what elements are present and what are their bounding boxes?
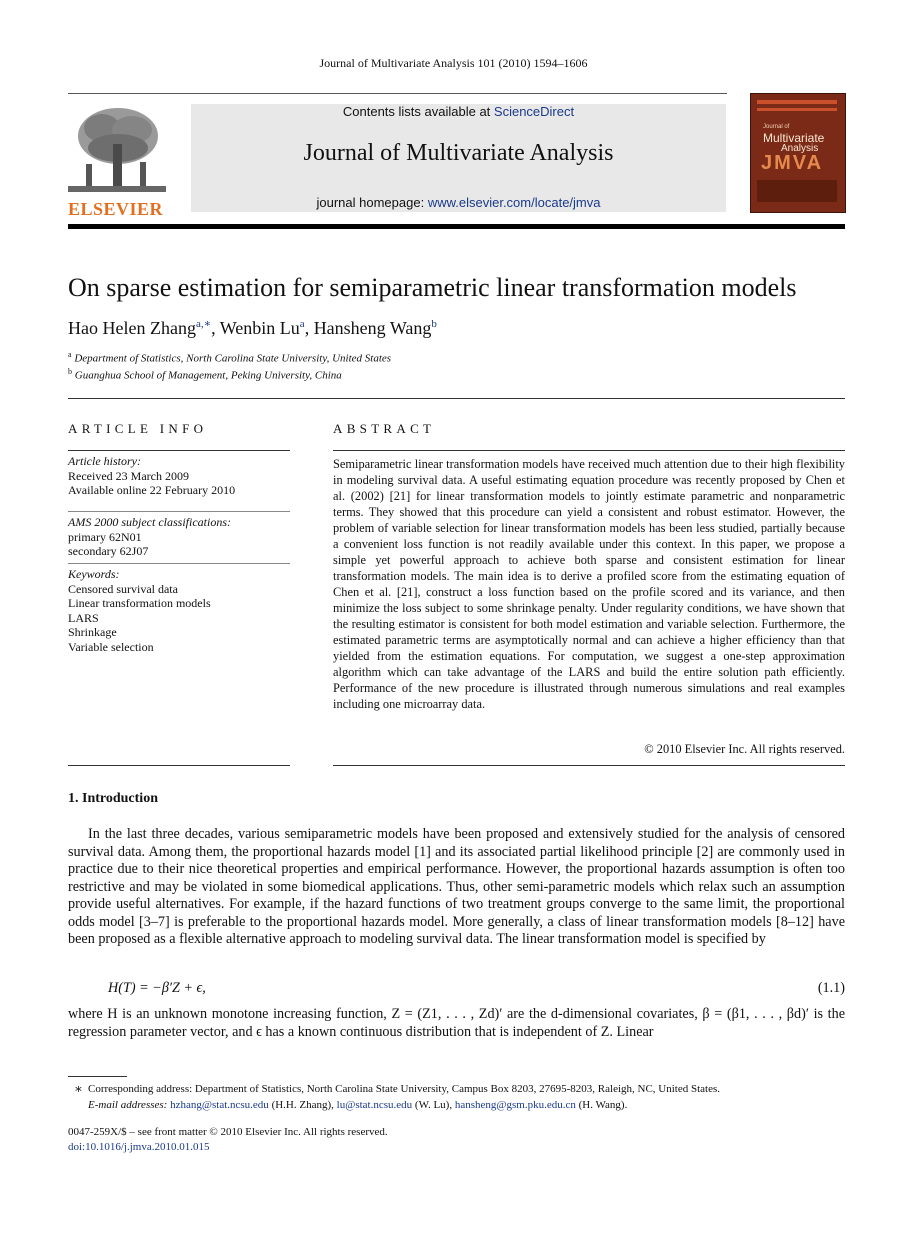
front-matter-issn: 0047-259X/$ – see front matter © 2010 Elsevier Inc. All rights reserved. (68, 1126, 388, 1138)
footnote-corresponding: Corresponding address: Department of Statistics, North Carolina State University, Campus Box 8203, 27695-8203, Raleigh, NC, United States. (88, 1083, 721, 1095)
author-affiliation-mark[interactable]: b (431, 318, 437, 330)
homepage-link[interactable]: www.elsevier.com/locate/jmva (427, 195, 601, 210)
contents-line (191, 104, 726, 119)
equation: H(T) = −β′Z + ϵ, (108, 980, 206, 996)
footnote-emails (88, 1098, 845, 1113)
cover-multivariate: Multivariate (763, 131, 825, 145)
email-owner: (H. Wang). (578, 1099, 628, 1111)
divider (68, 563, 290, 564)
cover-stripe-2 (757, 108, 837, 111)
homepage-prefix: journal homepage: (316, 195, 428, 210)
running-header: Journal of Multivariate Analysis 101 (2010) 1594–1606 (319, 56, 588, 70)
body-paragraph: where H is an unknown monotone increasing function, Z = (Z1, . . . , Zd)′ are the d-dimensional covariates, β = (β1, . . . , βd)′ is the regression parameter vector, and ϵ has a known continuous distribution that is independent of Z. Linear (68, 1006, 845, 1040)
keywords (68, 567, 290, 655)
affiliation (68, 350, 391, 365)
keyword: Linear transformation models (68, 596, 211, 611)
cover-jmva: JMVA (761, 152, 824, 174)
keyword: Variable selection (68, 639, 154, 654)
elsevier-tree-icon (68, 104, 166, 194)
available-date: Available online 22 February 2010 (68, 483, 236, 498)
affiliation-text: Department of Statistics, North Carolina State University, United States (74, 352, 392, 365)
cover-analysis: Analysis (781, 143, 819, 154)
author-name: Hansheng Wang (313, 318, 432, 338)
email-owner: (H.H. Zhang), (271, 1099, 334, 1111)
abstract-text: Semiparametric linear transformation models have received much attention due to their high flexibility in modeling survival data. A useful estimating equation procedure was recently proposed by Chen et al. (2002) [21] for linear transformation models to jointly estimate parametric and nonparametric terms. They showed that this procedure can yield a consistent and robust estimator. However, the problem of variable selection for linear transformation models has been less studied, partially because a convenient loss function is not readily available under this context. In this paper, we propose a simple yet powerful approach to achieve both sparse and consistent estimation for linear transformation models. The main idea is to derive a profiled score from the estimating equation of Chen et al. [21], construct a loss function based on the profile scored and its variance, and then minimize the loss subject to some shrinkage penalty. Under regularity conditions, we have shown that the resulting estimator is consistent for both model estimation and variable selection. Furthermore, the estimated parametric terms are asymptotically normal and can achieve a higher efficiency than that yielded from the estimation equations. For computation, we suggest a one-step approximation algorithm which can take advantage of the LARS and build the entire solution path efficiently. Performance of the new procedure is illustrated through numerous simulations and real examples including one microarray data. (333, 457, 845, 711)
email-link[interactable]: lu@stat.ncsu.edu (336, 1099, 413, 1111)
divider (68, 765, 290, 766)
abstract-heading: ABSTRACT (333, 421, 436, 436)
author-affiliation-mark[interactable]: a (299, 318, 305, 330)
email-owner: (W. Lu), (414, 1099, 453, 1111)
cover-journal-of: Journal of (763, 124, 790, 130)
journal-title: Journal of Multivariate Analysis (303, 140, 614, 166)
ams-classifications (68, 515, 290, 559)
history-label: Article history: (68, 454, 141, 468)
doi-link[interactable]: doi:10.1016/j.jmva.2010.01.015 (68, 1141, 210, 1153)
email-link[interactable]: hansheng@gsm.pku.edu.cn (454, 1099, 576, 1111)
divider (68, 511, 290, 512)
divider (68, 450, 290, 451)
keywords-label: Keywords: (68, 567, 120, 581)
keyword: Shrinkage (68, 625, 117, 640)
author-name: Wenbin Lu (219, 318, 300, 338)
keyword: LARS (68, 610, 99, 625)
article-info-heading: ARTICLE INFO (68, 421, 208, 436)
header-bottom-rule (68, 224, 845, 229)
footnote-rule (68, 1076, 127, 1077)
affiliation-mark: a (68, 350, 72, 359)
ams-secondary: secondary 62J07 (68, 544, 149, 559)
email-label: E-mail addresses: (88, 1099, 168, 1111)
divider (333, 765, 845, 766)
author-name: Hao Helen Zhang (68, 318, 196, 338)
cover-lower-panel (757, 180, 837, 202)
email-link[interactable]: hzhang@stat.ncsu.edu (170, 1099, 269, 1111)
section-heading: 1. Introduction (68, 791, 158, 806)
keyword: Censored survival data (68, 581, 178, 596)
contents-prefix: Contents lists available at (342, 104, 494, 119)
equation-number: (1.1) (817, 980, 845, 996)
header-top-rule (68, 93, 727, 94)
body-paragraph: In the last three decades, various semiparametric models have been proposed and extensively studied for the analysis of censored survival data. Among them, the proportional hazards model [1] and its associated partial likelihood principle [2] are commonly used in practice due to their nice theoretical properties and empirical performance. However, the proportional hazards assumption is often too restrictive and may be violated in some biomedical applications. Thus, other semi-parametric models which relax such an assumption provide useful alternatives. For example, if the hazard functions of two treatment groups converge to the same limit, the proportional odds model [3–7] is preferable to the proportional hazards model. More generally, a class of linear transformation models [8–12] have been proposed as a flexible alternative approach to modeling survival data. The linear transformation model is specified by (68, 826, 845, 947)
affiliation (68, 367, 342, 382)
journal-cover[interactable] (750, 93, 846, 213)
homepage-line (191, 195, 726, 210)
article-history (68, 454, 290, 498)
ams-primary: primary 62N01 (68, 529, 142, 544)
affiliation-text: Guanghua School of Management, Peking University, China (74, 369, 342, 382)
cover-stripe (757, 100, 837, 104)
footnote-star: ∗ (74, 1081, 83, 1096)
sciencedirect-link[interactable]: ScienceDirect (493, 104, 575, 119)
ams-label: AMS 2000 subject classifications: (68, 515, 231, 529)
abstract-copyright: © 2010 Elsevier Inc. All rights reserved. (644, 742, 845, 756)
affiliation-mark: b (68, 367, 72, 376)
elsevier-wordmark: ELSEVIER (68, 199, 164, 219)
divider (333, 450, 845, 451)
author-list: Hao Helen Zhang$^{a,∗}$, Wenbin Lu$^a$, Hansheng Wang$^b$ (68, 318, 437, 338)
paper-title: On sparse estimation for semiparametric linear transformation models (68, 273, 797, 302)
divider (68, 398, 845, 399)
author-affiliation-mark[interactable]: a,∗ (195, 318, 212, 330)
elsevier-logo[interactable] (68, 104, 166, 219)
received-date: Received 23 March 2009 (68, 468, 189, 483)
